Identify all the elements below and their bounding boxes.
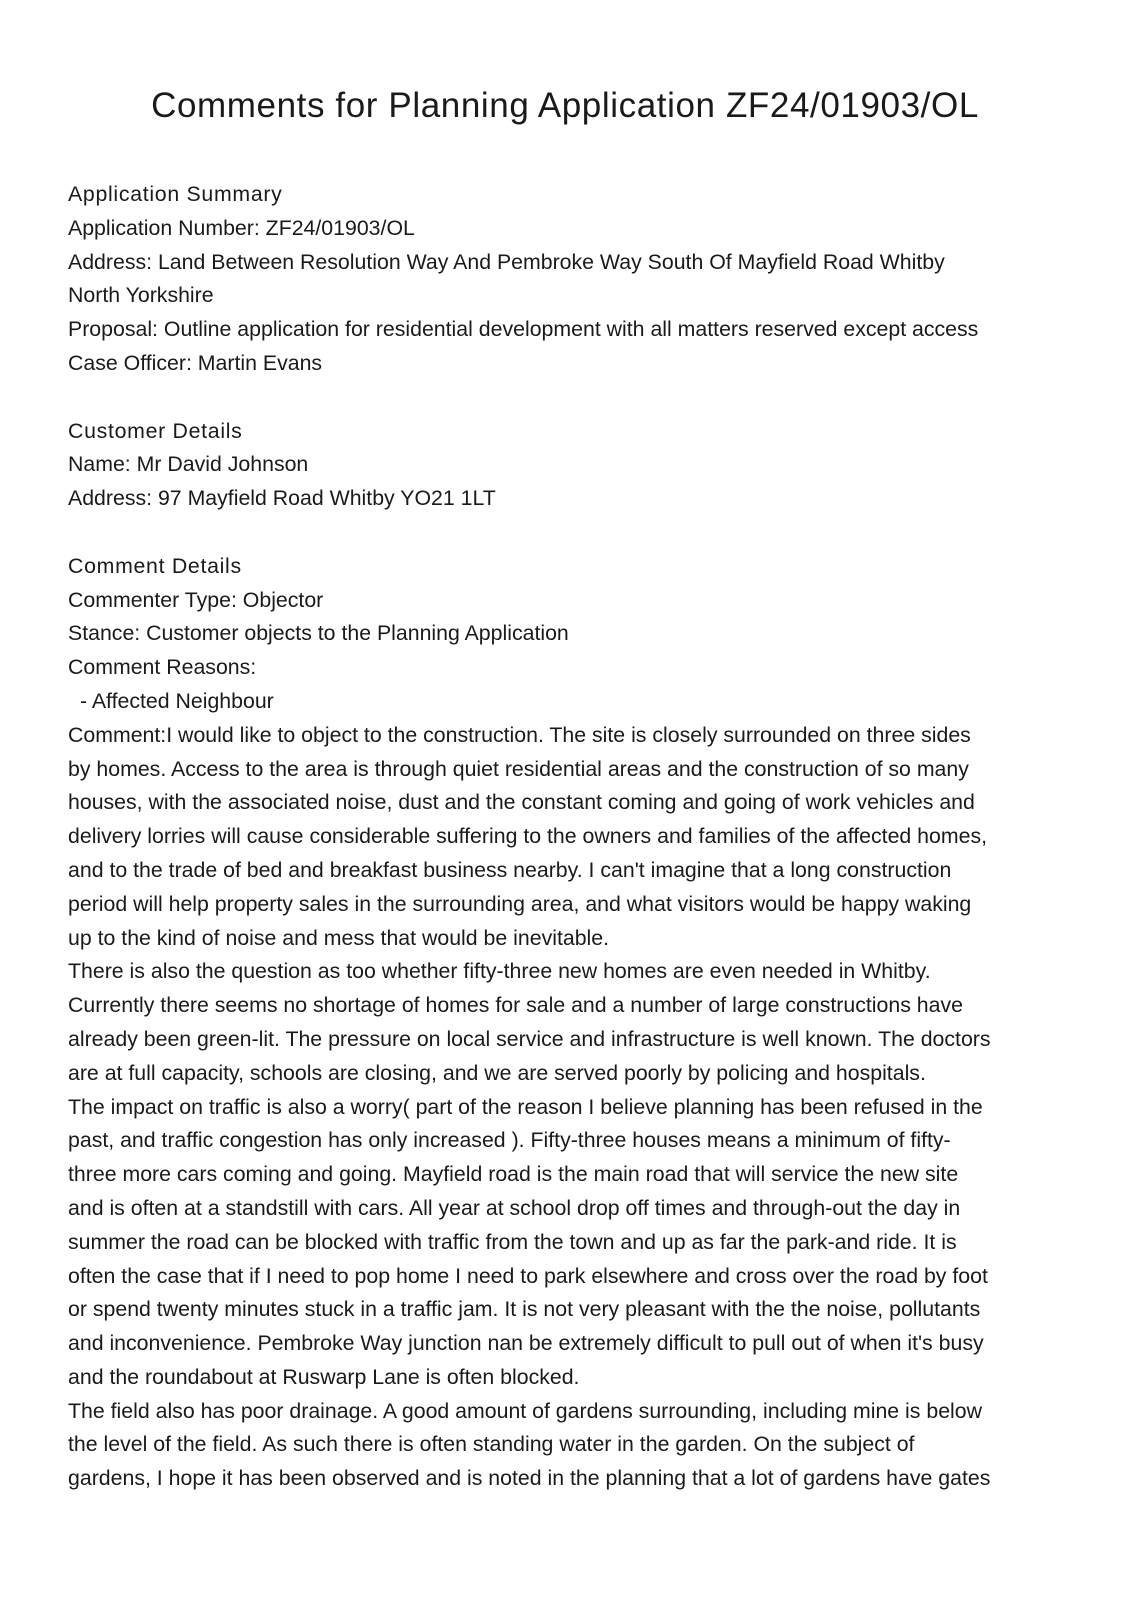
case-officer: Case Officer: Martin Evans [68,350,323,375]
comment-line: often the case that if I need to pop home I need to park elsewhere and cross over the road by foot [68,1263,988,1288]
comment-line: gardens, I hope it has been observed and is noted in the planning that a lot of gardens have gates [68,1466,991,1491]
comment-details-heading: Comment Details [68,553,242,578]
comment-reasons-label: Comment Reasons: [68,655,257,680]
application-summary-heading: Application Summary [68,182,283,206]
comment-line: summer the road can be blocked with traffic from the town and up as far the park-and ride. It is [68,1229,957,1254]
customer-details-section [68,415,1058,516]
comment-line: and to the trade of bed and breakfast business nearby. I can't imagine that a long construction [68,857,952,882]
stance: Stance: Customer objects to the Planning Application [68,621,569,646]
comment-line: Comment:I would like to object to the construction. The site is closely surrounded on three sides [68,722,971,747]
comment-line: There is also the question as too whether fifty-three new homes are even needed in Whitby. [68,959,931,984]
comment-line: The field also has poor drainage. A good amount of gardens surrounding, including mine is below [68,1398,982,1423]
comment-line: up to the kind of noise and mess that would be inevitable. [68,925,610,950]
comment-line: and is often at a standstill with cars. All year at school drop off times and through-out the day in [68,1195,961,1220]
comment-details-section [68,550,1058,1496]
section-spacer [68,381,1058,415]
comment-line: the level of the field. As such there is often standing water in the garden. On the subject of [68,1432,915,1457]
comment-line: and the roundabout at Ruswarp Lane is often blocked. [68,1364,580,1389]
comment-line: or spend twenty minutes stuck in a traffic jam. It is not very pleasant with the the noise, pollutants [68,1297,981,1322]
application-proposal: Proposal: Outline application for residential development with all matters reserved except access [68,317,979,342]
customer-details-heading: Customer Details [68,418,243,443]
comment-line: three more cars coming and going. Mayfield road is the main road that will service the new site [68,1162,959,1187]
application-address-line-1: Address: Land Between Resolution Way And Pembroke Way South Of Mayfield Road Whitby [68,249,945,274]
application-address-line-2: North Yorkshire [68,283,214,308]
comment-reason-item: - Affected Neighbour [80,688,274,713]
comment-text [68,719,1058,1496]
customer-name: Name: Mr David Johnson [68,452,309,477]
application-summary-section [68,178,1058,381]
comment-line: past, and traffic congestion has only increased ). Fifty-three houses means a minimum of fifty- [68,1128,951,1153]
section-spacer [68,516,1058,550]
comment-line: Currently there seems no shortage of homes for sale and a number of large constructions have [68,993,963,1018]
comment-line: delivery lorries will cause considerable suffering to the owners and families of the affected homes, [68,824,988,849]
comment-line: already been green-lit. The pressure on local service and infrastructure is well known. The doctors [68,1026,991,1051]
page-title: Comments for Planning Application ZF24/01903/OL [151,86,979,125]
comment-line: and inconvenience. Pembroke Way junction nan be extremely difficult to pull out of when it's busy [68,1331,984,1356]
comment-line: period will help property sales in the surrounding area, and what visitors would be happy waking [68,891,972,916]
comment-line: houses, with the associated noise, dust and the constant coming and going of work vehicles and [68,790,975,815]
customer-address: Address: 97 Mayfield Road Whitby YO21 1LT [68,486,496,511]
comment-line: are at full capacity, schools are closing, and we are served poorly by policing and hospitals. [68,1060,926,1085]
application-number: Application Number: ZF24/01903/OL [68,215,415,240]
document-body [68,178,1058,1496]
comment-line: The impact on traffic is also a worry( part of the reason I believe planning has been refused in the [68,1094,983,1119]
comment-line: by homes. Access to the area is through quiet residential areas and the construction of so many [68,756,969,781]
commenter-type: Commenter Type: Objector [68,587,324,612]
